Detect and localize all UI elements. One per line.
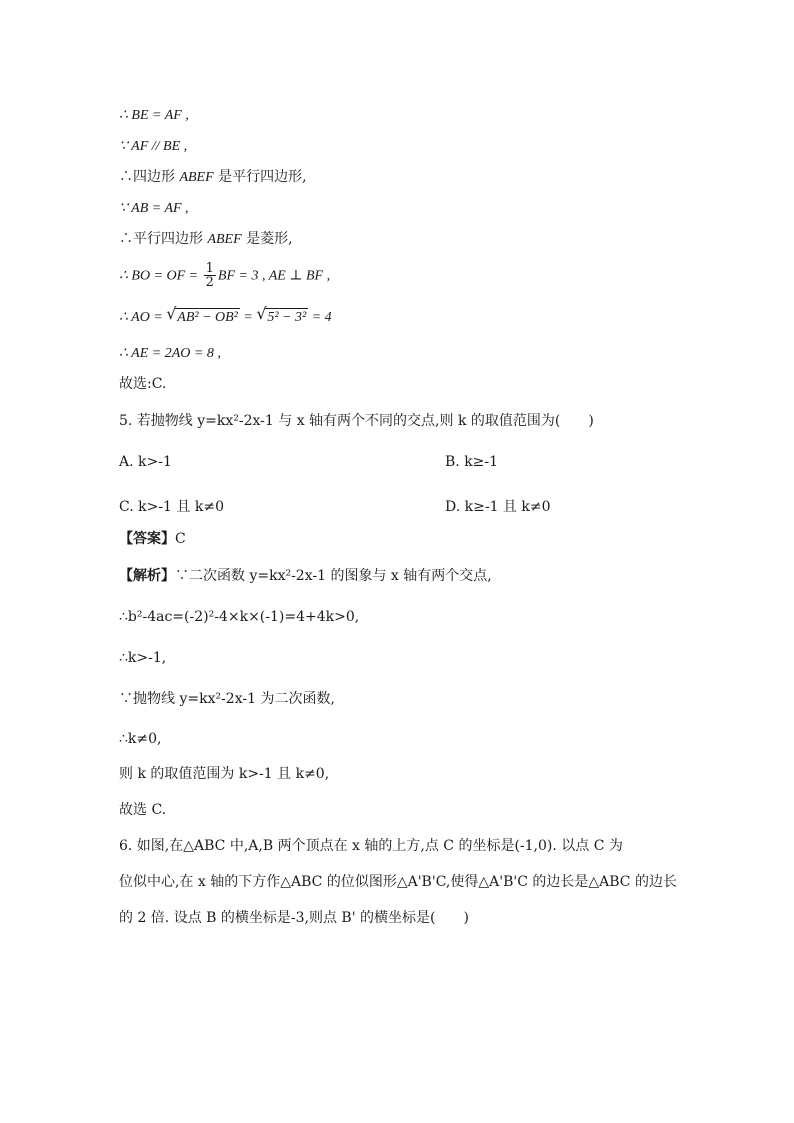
question-5-option-a: A. k>-1 [119, 454, 172, 470]
question-5-option-b: B. k≥-1 [445, 454, 499, 470]
question-5-option-c: C. k>-1 且 k≠0 [119, 499, 224, 515]
fraction-one-half: $\frac{1}{2}$ [205, 261, 214, 290]
question-5-analysis-7: 故选 C. [119, 802, 167, 818]
proof-line-4: ∵ AB = AF , [119, 201, 189, 216]
question-5-option-d: D. k≥-1 且 k≠0 [445, 499, 551, 515]
radical-sign-icon: √ [166, 304, 177, 323]
proof-line-8: ∴ AE = 2AO = 8 , [119, 346, 221, 361]
question-5-analysis-6: 则 k 的取值范围为 k>-1 且 k≠0, [119, 766, 330, 782]
question-5-analysis-5: ∴k≠0, [119, 731, 162, 747]
question-5-answer: 【答案】C [119, 531, 186, 547]
proof-line-7: ∴ AO = √ AB² − OB² = √ 5² − 3² = 4 [119, 304, 332, 325]
question-5-analysis-1: 【解析】∵二次函数 y=kx²-2x-1 的图象与 x 轴有两个交点, [119, 568, 492, 584]
proof-line-9: 故选:C. [119, 376, 167, 392]
question-5-analysis-3: ∴k>-1, [119, 650, 167, 666]
question-6-line-3: 的 2 倍. 设点 B 的横坐标是-3,则点 B' 的横坐标是( ) [119, 910, 469, 926]
question-5-analysis-2: ∴b²-4ac=(-2)²-4×k×(-1)=4+4k>0, [119, 609, 360, 625]
proof-line-2: ∵ AF // BE , [119, 139, 188, 154]
question-6-line-2: 位似中心,在 x 轴的下方作△ABC 的位似图形△A'B'C,使得△A'B'C 的边长是△ABC 的边长 [119, 874, 677, 890]
proof-line-3: ∴四边形 ABEF 是平行四边形, [119, 169, 307, 185]
sqrt-expression-1: √ AB² − OB² [166, 304, 238, 325]
proof-line-6: ∴ BO = OF = $\frac{1}{2}$ BF = 3 , AE ⊥ BF , [119, 261, 331, 290]
sqrt-expression-2: √ 5² − 3² [256, 304, 307, 325]
radical-sign-icon: √ [256, 304, 267, 323]
question-6-line-1: 6. 如图,在△ABC 中,A,B 两个顶点在 x 轴的上方,点 C 的坐标是(-1,0). 以点 C 为 [119, 838, 623, 854]
question-5-analysis-4: ∵抛物线 y=kx²-2x-1 为二次函数, [119, 691, 335, 707]
question-5-stem: 5. 若抛物线 y=kx²-2x-1 与 x 轴有两个不同的交点,则 k 的取值范围为( ) [119, 413, 594, 429]
proof-line-5: ∴平行四边形 ABEF 是菱形, [119, 231, 293, 247]
proof-line-1: ∴ BE = AF , [119, 108, 189, 123]
